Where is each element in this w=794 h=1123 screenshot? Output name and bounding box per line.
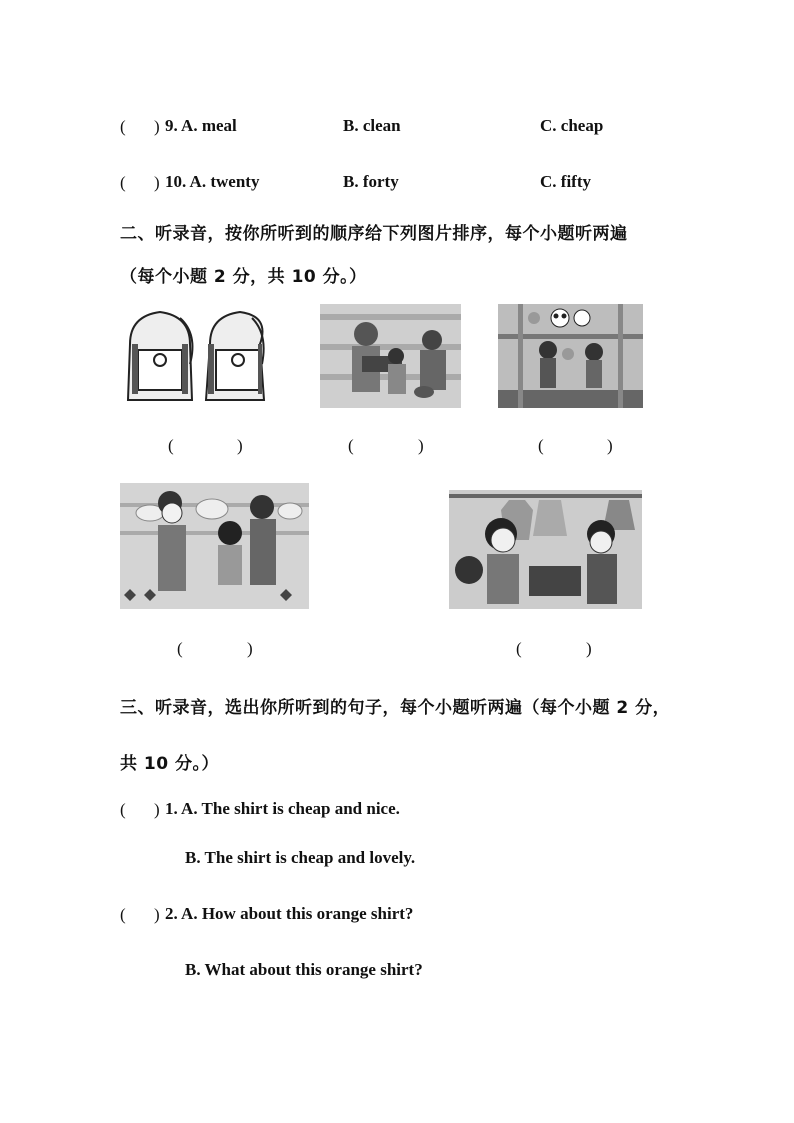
answer-blank[interactable]: ( bbox=[120, 117, 126, 136]
option-a: 1. A. The shirt is cheap and nice. bbox=[165, 799, 400, 818]
school-bags-icon bbox=[120, 304, 268, 408]
answer-blank-close: ) bbox=[154, 905, 160, 924]
order-blank-4-close: ) bbox=[247, 639, 253, 658]
section-3-heading: 三、听录音，选出你所听到的句子，每个小题听两遍（每个小题 2 分， bbox=[120, 698, 671, 718]
order-blank-5[interactable]: ( bbox=[516, 639, 522, 658]
toy-shelf-icon bbox=[498, 304, 643, 408]
option-b: B. clean bbox=[343, 116, 401, 135]
clothes-shop-icon bbox=[449, 490, 642, 609]
cake-shop-icon bbox=[120, 483, 309, 609]
order-blank-1-close: ) bbox=[237, 436, 243, 455]
option-c: C. fifty bbox=[540, 172, 591, 191]
option-b: B. The shirt is cheap and lovely. bbox=[185, 848, 416, 867]
order-blank-3[interactable]: ( bbox=[538, 436, 544, 455]
option-a: 2. A. How about this orange shirt? bbox=[165, 904, 414, 923]
answer-blank-close: ) bbox=[154, 800, 160, 819]
toy-shop-icon bbox=[320, 304, 461, 408]
answer-blank[interactable]: ( bbox=[120, 905, 126, 924]
order-blank-5-close: ) bbox=[586, 639, 592, 658]
answer-blank[interactable]: ( bbox=[120, 800, 126, 819]
option-b: B. forty bbox=[343, 172, 399, 191]
option-a: 9. A. meal bbox=[165, 116, 237, 135]
order-blank-2-close: ) bbox=[418, 436, 424, 455]
option-c: C. cheap bbox=[540, 116, 604, 135]
order-blank-3-close: ) bbox=[607, 436, 613, 455]
order-blank-1[interactable]: ( bbox=[168, 436, 174, 455]
section-2-heading: 二、听录音，按你所听到的顺序给下列图片排序，每个小题听两遍 bbox=[120, 224, 628, 244]
section-2-subheading: （每个小题 2 分，共 10 分。） bbox=[120, 267, 367, 287]
option-a: 10. A. twenty bbox=[165, 172, 260, 191]
order-blank-2[interactable]: ( bbox=[348, 436, 354, 455]
answer-blank-close: ) bbox=[154, 173, 160, 192]
answer-blank[interactable]: ( bbox=[120, 173, 126, 192]
section-3-heading-cont: 共 10 分。） bbox=[120, 754, 219, 774]
option-b: B. What about this orange shirt? bbox=[185, 960, 423, 979]
answer-blank-close: ) bbox=[154, 117, 160, 136]
order-blank-4[interactable]: ( bbox=[177, 639, 183, 658]
